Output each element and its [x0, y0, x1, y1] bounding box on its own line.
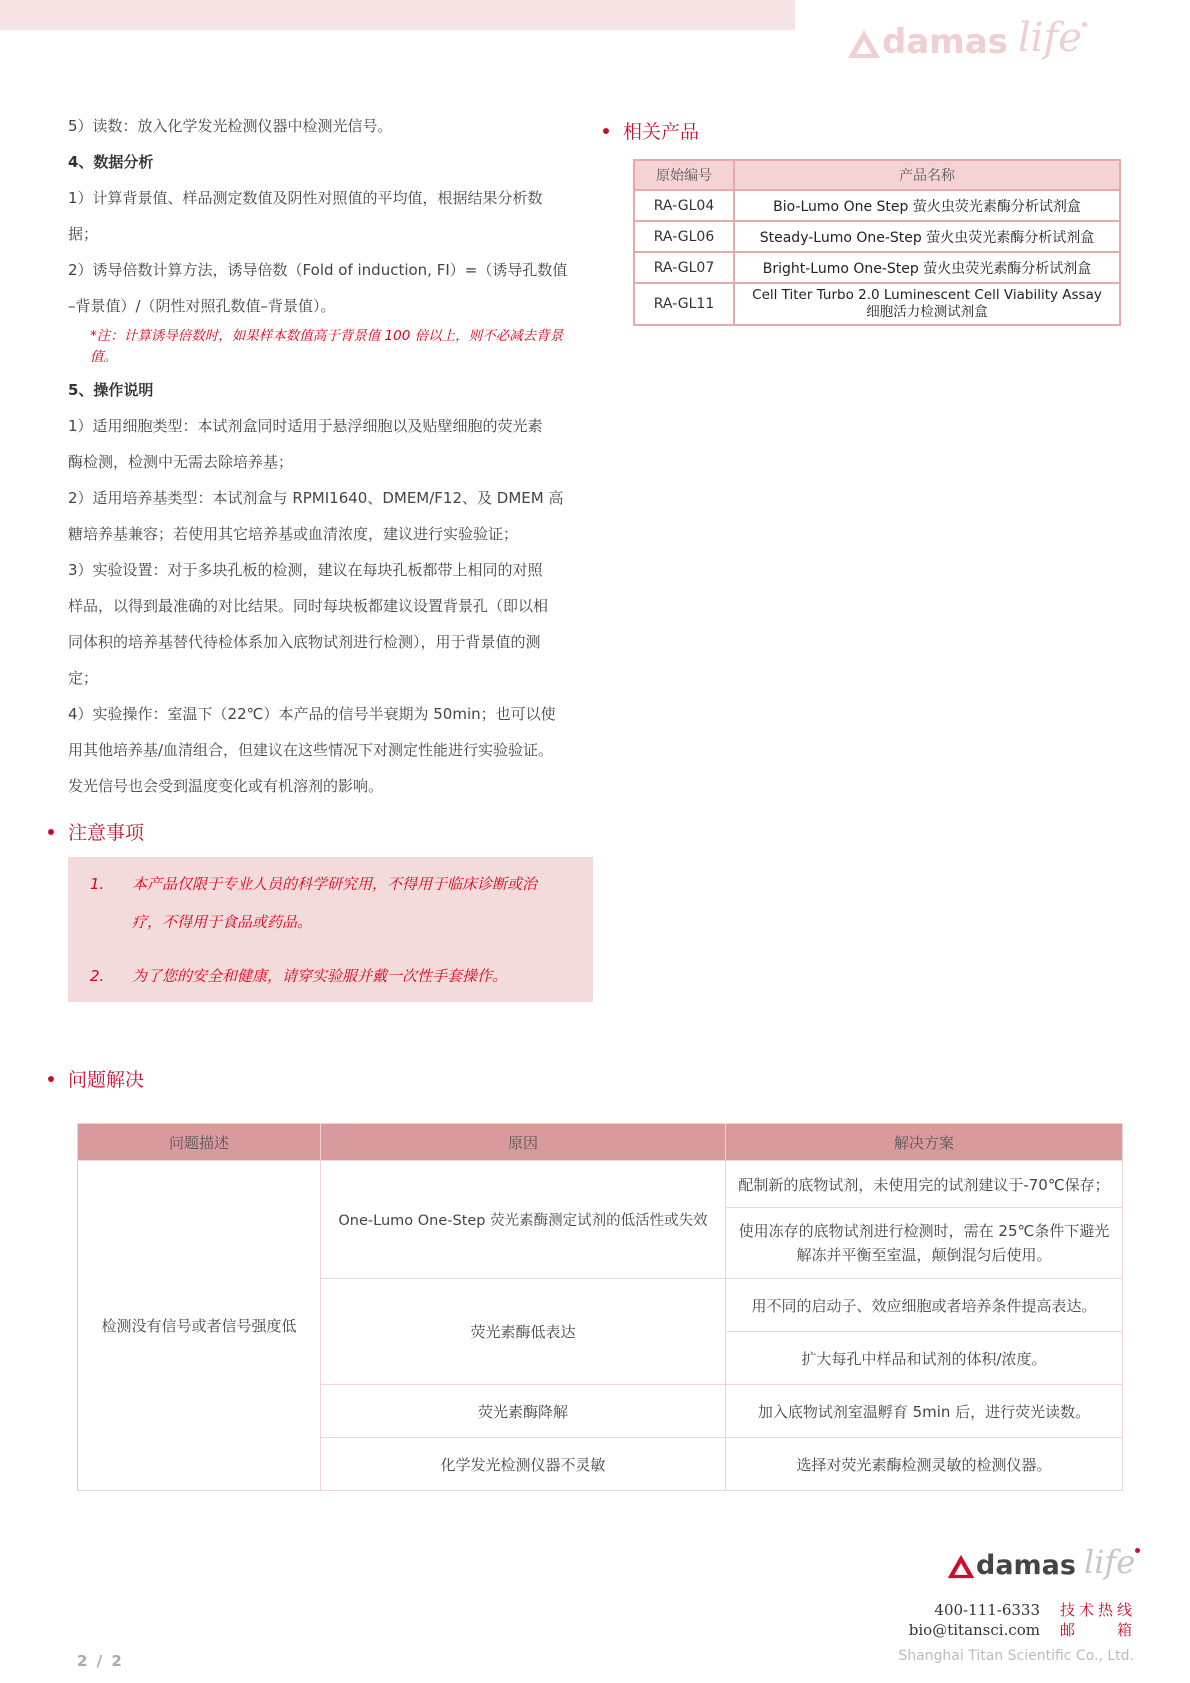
bullet-icon [48, 829, 54, 835]
email-address[interactable]: bio@titansci.com [908, 1621, 1040, 1639]
precautions-title: 注意事项 [48, 818, 144, 845]
column-header: 产品名称 [734, 160, 1120, 190]
ops-line: 样品，以得到最准确的对比结果。同时每块板都建议设置背景孔（即以相 [68, 597, 549, 615]
analysis-line: 2）诱导倍数计算方法，诱导倍数（Fold of induction, FI）=（诱导孔数值 [68, 261, 568, 279]
logo-triangle-icon [846, 28, 882, 60]
precautions-box [68, 857, 593, 1002]
precaution-item: 1. 本产品仅限于专业人员的科学研究用，不得用于临床诊断或治疗，不得用于食品或药品。 [90, 875, 538, 931]
cause-cell: One-Lumo One-Step 荧光素酶测定试剂的低活性或失效 [321, 1161, 726, 1279]
page-number: 2 / 2 [77, 1652, 124, 1670]
footer-contact [909, 1600, 1132, 1640]
company-name: Shanghai Titan Scientific Co., Ltd. [898, 1648, 1134, 1664]
column-header: 原因 [321, 1124, 726, 1161]
related-products-table [633, 159, 1121, 326]
bullet-icon [603, 128, 609, 134]
table-header-row [78, 1124, 1123, 1161]
precaution-item: 2. 为了您的安全和健康，请穿实验服并戴一次性手套操作。 [90, 967, 508, 985]
ops-line: 1）适用细胞类型：本试剂盒同时适用于悬浮细胞以及贴壁细胞的荧光素 [68, 417, 543, 435]
logo-brand-text: damas [976, 1550, 1076, 1581]
ops-line: 2）适用培养基类型：本试剂盒与 RPMI1640、DMEM/F12、及 DMEM 高 [68, 489, 564, 507]
logo-dot-icon [1082, 22, 1087, 27]
email-label: 邮箱 [1060, 1621, 1132, 1639]
step-read: 5）读数：放入化学发光检测仪器中检测光信号。 [68, 117, 393, 135]
ops-line: 定； [68, 669, 99, 687]
top-decorative-band [0, 0, 795, 30]
ops-line: 用其他培养基/血清组合，但建议在这些情况下对测定性能进行实验验证。 [68, 741, 554, 759]
product-code: RA-GL07 [634, 252, 734, 283]
solution-cell: 用不同的启动子、效应细胞或者培养条件提高表达。 [726, 1279, 1123, 1332]
logo-triangle-icon [946, 1553, 976, 1580]
product-name: Cell Titer Turbo 2.0 Luminescent Cell Viability Assay 细胞活力检测试剂盒 [734, 283, 1120, 325]
column-header: 解决方案 [726, 1124, 1123, 1161]
phone-number: 400-111-6333 [934, 1601, 1040, 1619]
analysis-note: *注：计算诱导倍数时，如果样本数值高于背景值 100 倍以上，则不必减去背景 值。 [90, 328, 564, 365]
contact-email-row [909, 1620, 1132, 1640]
analysis-heading: 4、数据分析 [68, 153, 154, 171]
cause-cell: 荧光素酶低表达 [321, 1279, 726, 1385]
bullet-icon [48, 1076, 54, 1082]
product-code: RA-GL11 [634, 283, 734, 325]
logo-script-text: life [1083, 1543, 1136, 1581]
ops-line: 4）实验操作：室温下（22℃）本产品的信号半衰期为 50min；也可以使 [68, 705, 556, 723]
analysis-line: 1）计算背景值、样品测定数值及阴性对照值的平均值，根据结果分析数 [68, 189, 543, 207]
cause-cell: 荧光素酶降解 [321, 1385, 726, 1438]
ops-line: 糖培养基兼容；若使用其它培养基或血清浓度，建议进行实验验证； [68, 525, 519, 543]
column-header: 问题描述 [78, 1124, 321, 1161]
phone-label: 技术热线 [1060, 1601, 1132, 1619]
solution-cell: 扩大每孔中样品和试剂的体积/浓度。 [726, 1332, 1123, 1385]
product-code: RA-GL06 [634, 221, 734, 252]
product-code: RA-GL04 [634, 190, 734, 221]
instructions-column [68, 108, 588, 804]
analysis-line: 据； [68, 225, 99, 243]
cause-cell: 化学发光检测仪器不灵敏 [321, 1438, 726, 1491]
table-row [634, 190, 1120, 221]
ops-heading: 5、操作说明 [68, 381, 154, 399]
solution-cell: 使用冻存的底物试剂进行检测时，需在 25℃条件下避光 解冻并平衡至室温，颠倒混匀后使用。 [726, 1208, 1123, 1279]
troubleshoot-table [77, 1123, 1123, 1491]
column-header: 原始编号 [634, 160, 734, 190]
logo-dot-icon [1135, 1548, 1140, 1553]
related-products-title: 相关产品 [603, 117, 699, 144]
ops-line: 3）实验设置：对于多块孔板的检测，建议在每块孔板都带上相同的对照 [68, 561, 543, 579]
footer-logo [946, 1544, 1140, 1580]
troubleshoot-title: 问题解决 [48, 1065, 144, 1092]
solution-cell: 选择对荧光素酶检测灵敏的检测仪器。 [726, 1438, 1123, 1491]
header-logo [846, 16, 1087, 60]
table-row [634, 252, 1120, 283]
solution-cell: 配制新的底物试剂，未使用完的试剂建议于-70℃保存； [726, 1161, 1123, 1208]
logo-brand-text: damas [882, 22, 1008, 62]
solution-cell: 加入底物试剂室温孵育 5min 后，进行荧光读数。 [726, 1385, 1123, 1438]
logo-script-text: life [1017, 15, 1082, 61]
table-row [78, 1161, 1123, 1208]
ops-line: 同体积的培养基替代待检体系加入底物试剂进行检测），用于背景值的测 [68, 633, 541, 651]
table-row [634, 283, 1120, 325]
contact-phone-row [909, 1600, 1132, 1620]
product-name: Bright-Lumo One-Step 萤火虫荧光素酶分析试剂盒 [734, 252, 1120, 283]
ops-line: 发光信号也会受到温度变化或有机溶剂的影响。 [68, 777, 384, 795]
product-name: Bio-Lumo One Step 萤火虫荧光素酶分析试剂盒 [734, 190, 1120, 221]
table-header-row [634, 160, 1120, 190]
ops-line: 酶检测，检测中无需去除培养基； [68, 453, 294, 471]
problem-cell: 检测没有信号或者信号强度低 [78, 1161, 321, 1491]
analysis-line: –背景值）/（阴性对照孔数值–背景值）。 [68, 297, 336, 315]
table-row [634, 221, 1120, 252]
product-name: Steady-Lumo One-Step 萤火虫荧光素酶分析试剂盒 [734, 221, 1120, 252]
